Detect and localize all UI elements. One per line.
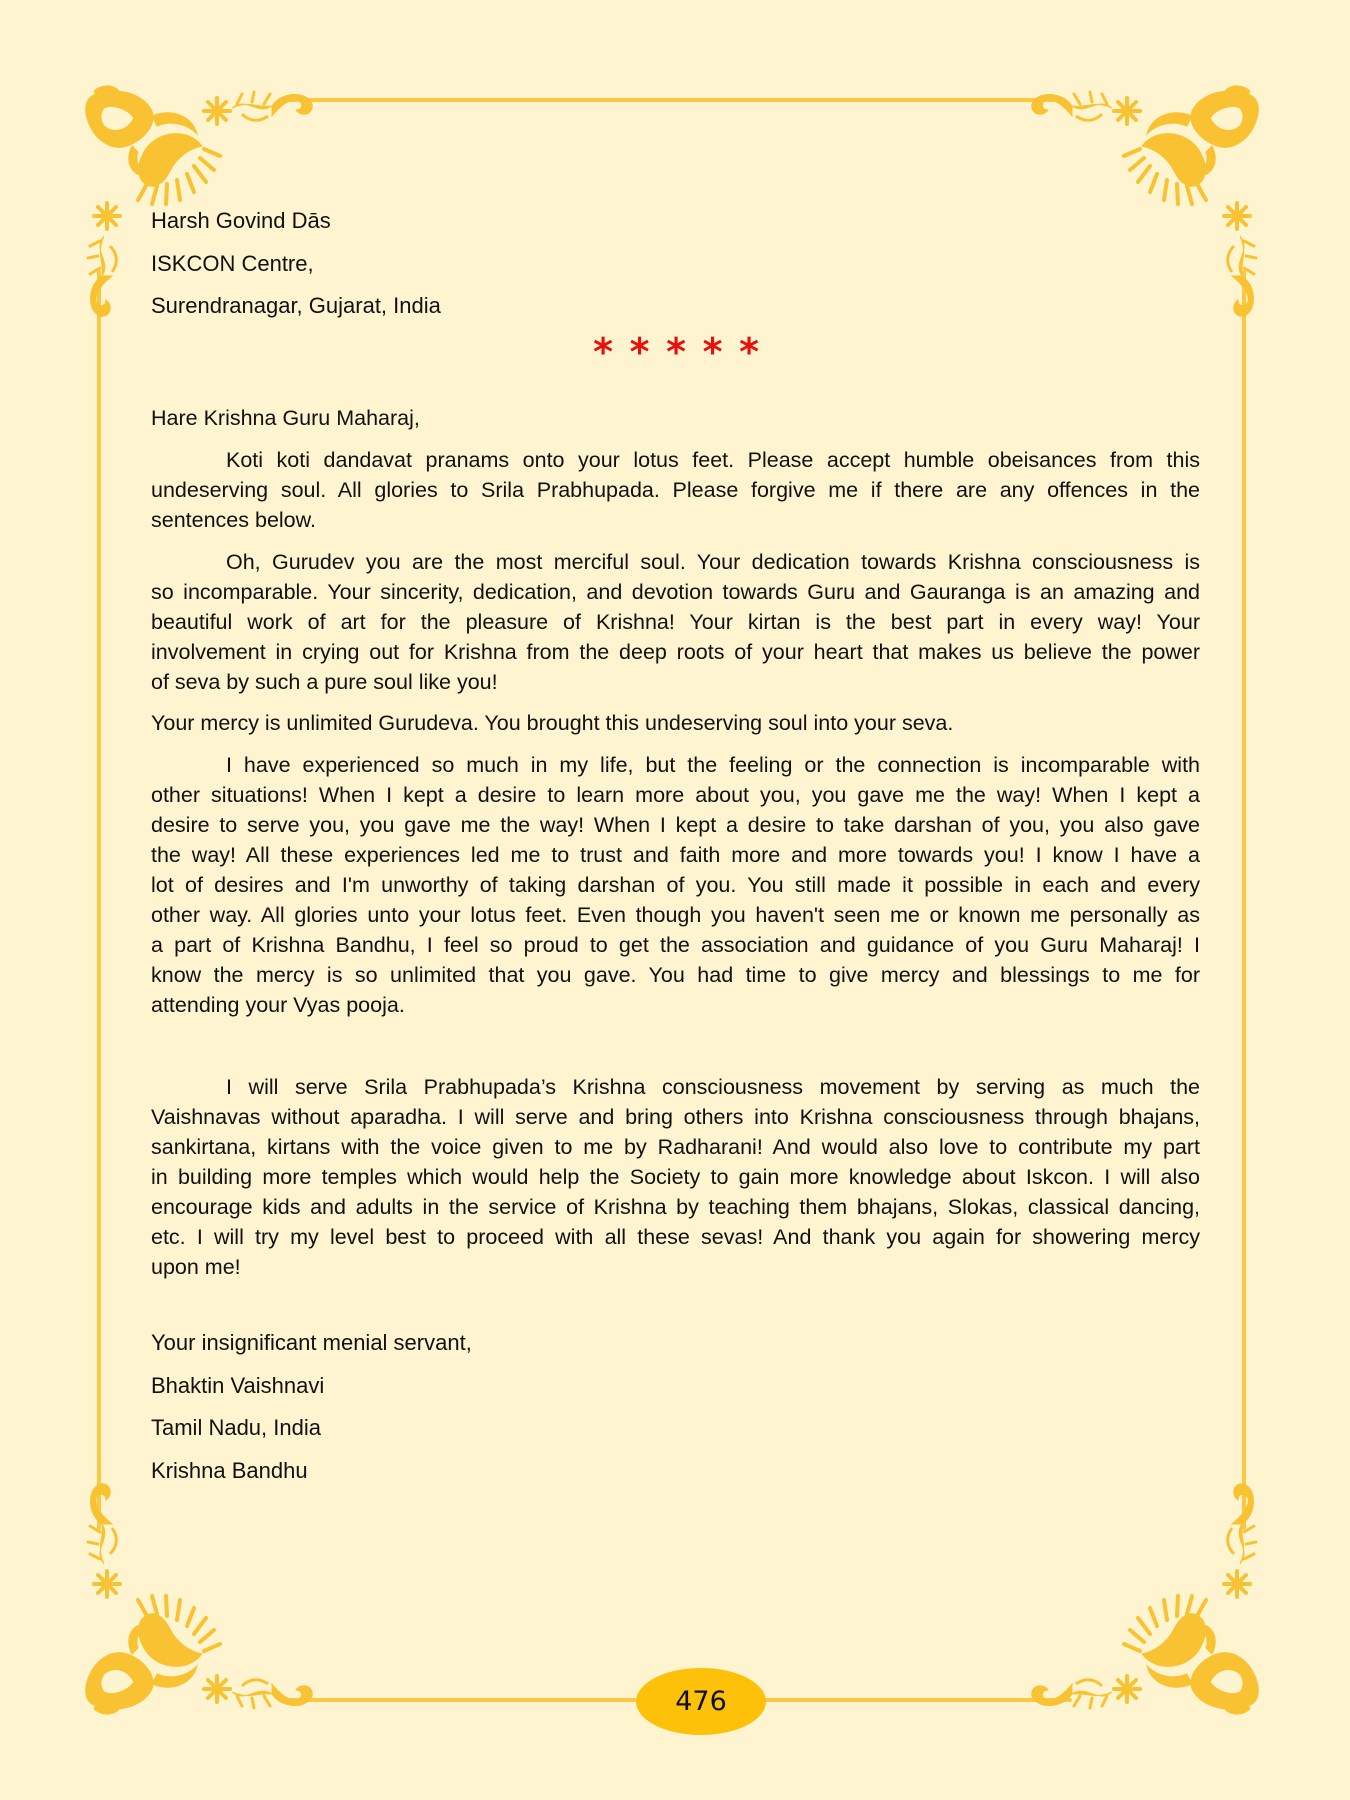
star-icon: * (739, 330, 759, 374)
page-number: 476 (675, 1686, 727, 1717)
address-line-city: Surendranagar, Gujarat, India (151, 293, 441, 318)
paragraph-line: sankirtana, kirtans with the voice given to me by Radharani! And would also love to contribute my part (151, 1135, 1200, 1159)
paragraph-2 (151, 547, 1200, 697)
paragraph-line: undeserving soul. All glories to Srila Prabhupada. Please forgive me if there are any offences in the (151, 478, 1200, 502)
star-icon: * (629, 330, 650, 374)
paragraph-line: Koti koti dandavat pranams onto your lotus feet. Please accept humble obeisances from this (226, 448, 1200, 472)
closing-line-location: Tamil Nadu, India (151, 1415, 321, 1440)
paragraph-4 (151, 750, 1200, 1020)
address-line-centre: ISKCON Centre, (151, 251, 314, 276)
paragraph-line: I have experienced so much in my life, but the feeling or the connection is incomparable with (226, 753, 1200, 777)
paragraph-line: etc. I will try my level best to proceed with all these sevas! And thank you again for showering mercy (151, 1225, 1200, 1249)
star-icon: * (593, 330, 613, 374)
paragraph-line: so incomparable. Your sincerity, dedication, and devotion towards Guru and Gauranga is an amazing and (151, 580, 1200, 604)
paragraph-line: a part of Krishna Bandhu, I feel so proud to get the association and guidance of you Guru Maharaj! I (151, 933, 1200, 957)
paragraph-line: in building more temples which would help the Society to gain more knowledge about Iskcon. I will also (151, 1165, 1200, 1189)
paragraph-line: Your mercy is unlimited Gurudeva. You brought this undeserving soul into your seva. (151, 711, 954, 735)
corner-ornament-top-left-icon (86, 86, 312, 316)
paragraph-line: other way. All glories unto your lotus feet. Even though you haven't seen me or known me personally as (151, 903, 1200, 927)
paragraph-1 (151, 445, 1200, 535)
corner-ornament-top-right-icon (1032, 86, 1258, 316)
paragraph-line: encourage kids and adults in the service of Krishna by teaching them bhajans, Slokas, classical dancing, (151, 1195, 1200, 1219)
star-icon: * (702, 330, 723, 374)
salutation-text: Hare Krishna Guru Maharaj, (151, 406, 420, 430)
closing-line-group: Krishna Bandhu (151, 1458, 308, 1483)
paragraph-3 (151, 708, 1200, 738)
paragraph-line: Vaishnavas without aparadha. I will serve and bring others into Krishna consciousness through bhajans, (151, 1105, 1200, 1129)
address-line-name: Harsh Govind Dās (151, 208, 331, 233)
paragraph-5 (151, 1072, 1200, 1282)
paragraph-line: upon me! (151, 1255, 241, 1279)
paragraph-line: beautiful work of art for the pleasure of Krishna! Your kirtan is the best part in every way! Your (151, 610, 1200, 634)
closing-line-name: Bhaktin Vaishnavi (151, 1373, 325, 1398)
paragraph-line: involvement in crying out for Krishna from the deep roots of your heart that makes us believe the power (151, 640, 1200, 664)
paragraph-line: the way! All these experiences led me to trust and faith more and more towards you! I know I have a (151, 843, 1200, 867)
paragraph-line: know the mercy is so unlimited that you gave. You had time to give mercy and blessings to me for (151, 963, 1200, 987)
closing-line-servant: Your insignificant menial servant, (151, 1330, 472, 1355)
paragraph-line: lot of desires and I'm unworthy of taking darshan of you. You still made it possible in each and every (151, 873, 1200, 897)
salutation (151, 403, 1200, 433)
paragraph-line: of seva by such a pure soul like you! (151, 670, 498, 694)
paragraph-line: desire to serve you, you gave me the way! When I kept a desire to take darshan of you, you also gave (151, 813, 1200, 837)
corner-ornament-bottom-right-icon (1032, 1484, 1258, 1714)
paragraph-line: Oh, Gurudev you are the most merciful soul. Your dedication towards Krishna consciousness is (226, 550, 1200, 574)
paragraph-line: attending your Vyas pooja. (151, 993, 405, 1017)
page-number-badge (636, 1668, 766, 1735)
star-separator (590, 332, 762, 372)
paragraph-line: I will serve Srila Prabhupada’s Krishna consciousness movement by serving as much the (226, 1075, 1200, 1099)
paragraph-line: sentences below. (151, 508, 316, 532)
star-icon: * (666, 330, 686, 374)
paragraph-line: other situations! When I kept a desire to learn more about you, you gave me the way! When I kept a (151, 783, 1200, 807)
corner-ornament-bottom-left-icon (86, 1484, 312, 1714)
